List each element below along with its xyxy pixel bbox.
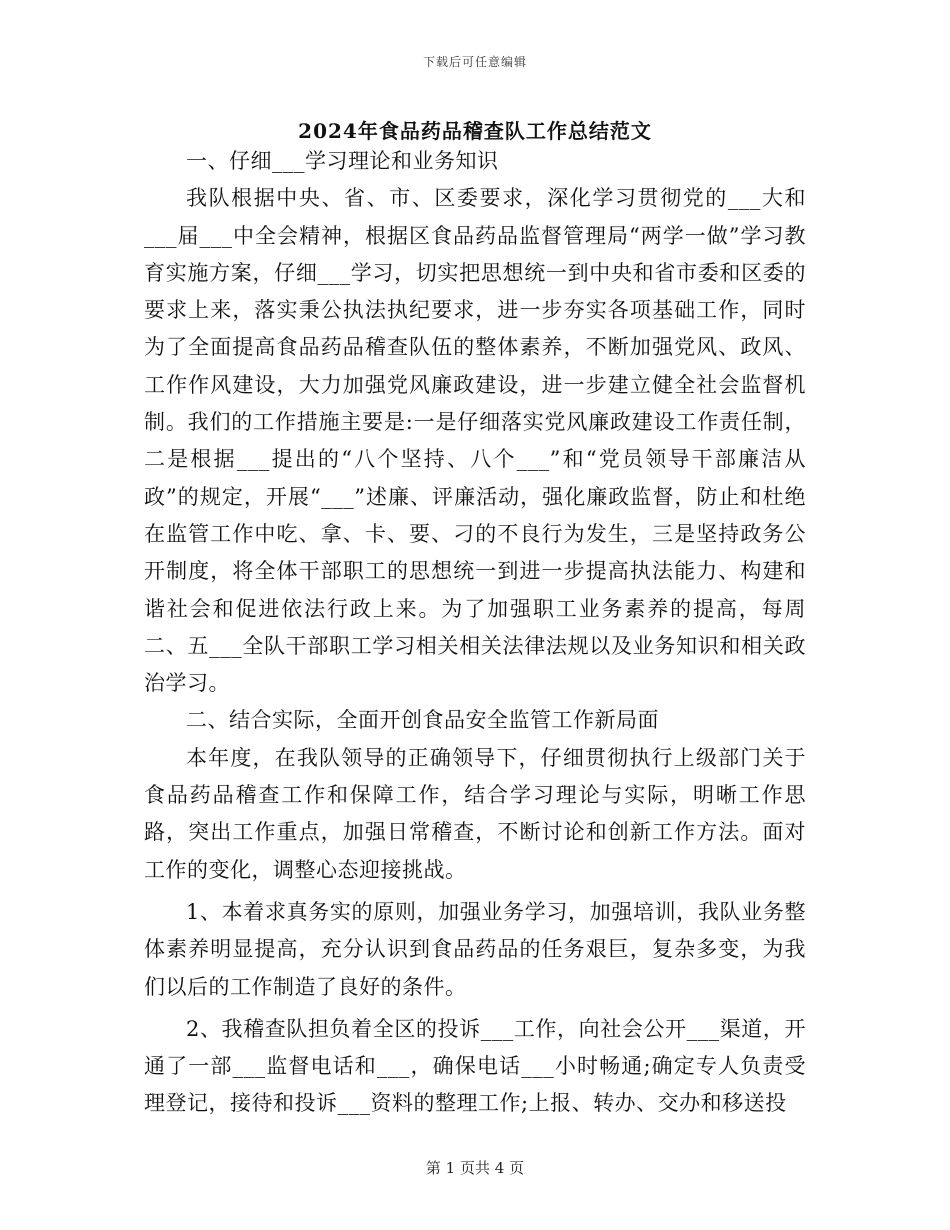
paragraph: 本年度，在我队领导的正确领导下，仔细贯彻执行上级部门关于食品药品稽查工作和保障工作，结合学习理论与实际，明晰工作思路，突出工作重点，加强日常稽查，不断讨论和创新工作方法。面对工作的变化，调整心态迎接挑战。 <box>144 745 806 882</box>
document-body <box>144 143 806 1123</box>
page-number: 第 1 页共 4 页 <box>425 1159 525 1177</box>
header-note: 下载后可任意编辑 <box>422 55 527 69</box>
paragraph: 1、本着求真务实的原则，加强业务学习，加强培训，我队业务整体素养明显提高，充分认识到食品药品的任务艰巨，复杂多变，为我们以后的工作制造了良好的条件。 <box>144 899 806 999</box>
document-title: 2024年食品药品稽查队工作总结范文 <box>298 119 652 143</box>
paragraph: 我队根据中央、省、市、区委要求，深化学习贯彻党的___大和___届___中全会精神，根据区食品药品监督管理局“两学一做”学习教育实施方案，仔细___学习，切实把思想统一到中央和省市委和区委的要求上来，落实秉公执法执纪要求，进一步夯实各项基础工作，同时为了全面提高食品药品稽查队伍的整体素养，不断加强党风、政风、工作作风建设，大力加强党风廉政建设，进一步建立健全社会监督机制。我们的工作措施主要是:一是仔细落实党风廉政建设工作责任制，二是根据___提出的“八个坚持、八个___”和“党员领导干部廉洁从政”的规定，开展“___”述廉、评廉活动，强化廉政监督，防止和杜绝在监管工作中吃、拿、卡、要、刁的不良行为发生，三是坚持政务公开制度，将全体干部职工的思想统一到进一步提高执法能力、构建和谐社会和促进依法行政上来。为了加强职工业务素养的提高，每周二、五___全队干部职工学习相关相关法律法规以及业务知识和相关政治学习。 <box>144 186 806 696</box>
section-heading-2: 二、结合实际，全面开创食品安全监管工作新局面 <box>186 708 659 733</box>
section-heading-1: 一、仔细___学习理论和业务知识 <box>186 149 499 173</box>
paragraph: 2、我稽查队担负着全区的投诉___工作，向社会公开___渠道，开通了一部___监督电话和___，确保电话___小时畅通;确定专人负责受理登记，接待和投诉___资料的整理工作;上报、转办、交办和移送投 <box>144 1016 806 1116</box>
